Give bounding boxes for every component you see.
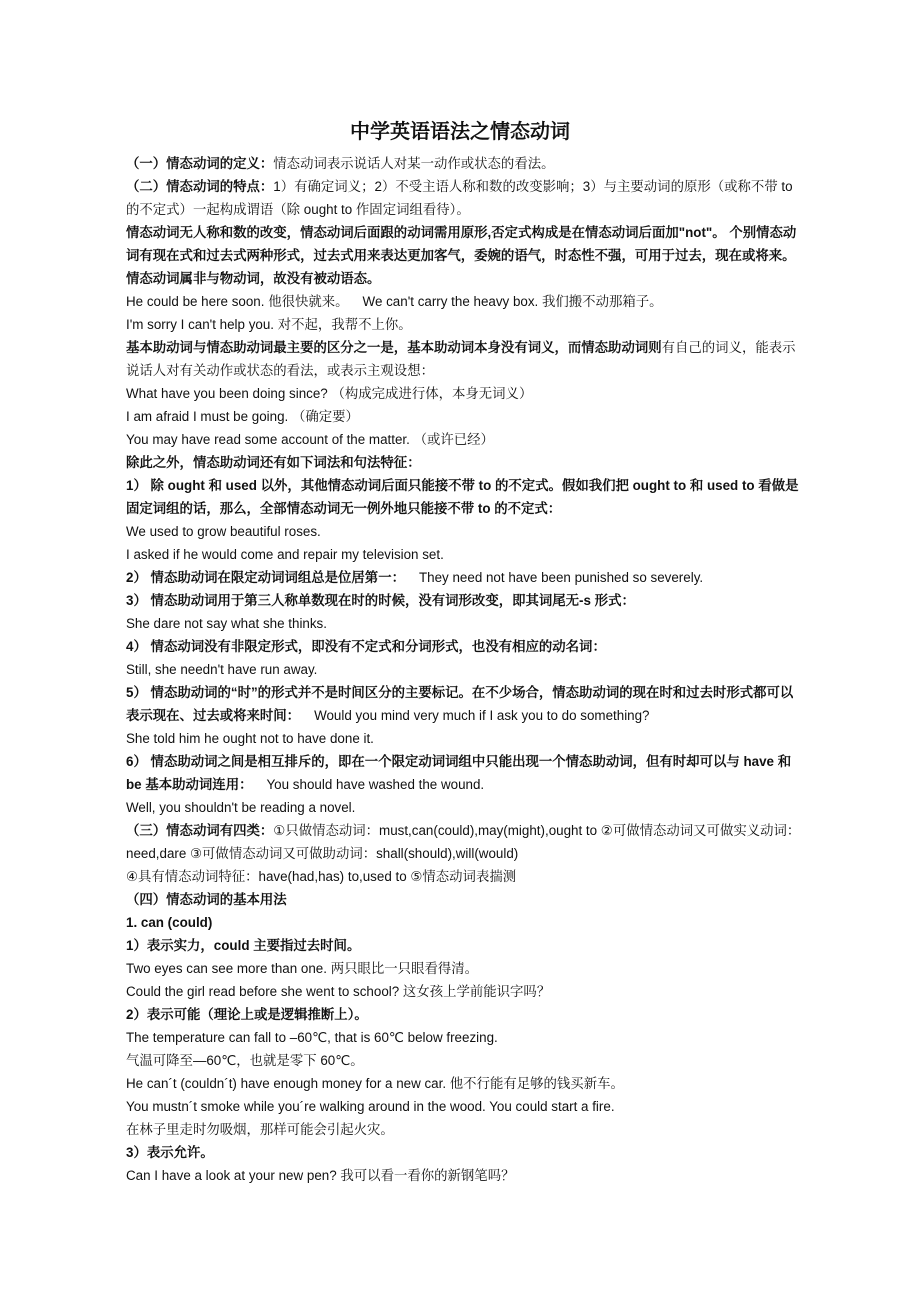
usage-heading: 2）表示可能（理论上或是逻辑推断上）。	[126, 1007, 368, 1022]
example-line: Still, she needn't have run away.	[126, 662, 318, 677]
example-line: Well, you shouldn't be reading a novel.	[126, 800, 356, 815]
example-line: He could be here soon. 他很快就来。 We can't carry the heavy box. 我们搬不动那箱子。	[126, 294, 663, 309]
categories-line: ④具有情态动词特征：have(had,has) to,used to ⑤情态动词表揣测	[126, 869, 517, 884]
example-line: I asked if he would come and repair my television set.	[126, 547, 444, 562]
example-line: We used to grow beautiful roses.	[126, 524, 321, 539]
example-line: The temperature can fall to –60℃, that is 60℃ below freezing.	[126, 1030, 498, 1045]
example-line: Two eyes can see more than one. 两只眼比一只眼看得清。	[126, 961, 479, 976]
section-heading: （一）情态动词的定义：	[126, 156, 274, 171]
example-line: 在林子里走时勿吸烟，那样可能会引起火灾。	[126, 1122, 394, 1137]
example-line: What have you been doing since? （构成完成进行体，本身无词义）	[126, 386, 533, 401]
feature-4: 4） 情态动词没有非限定形式，即没有不定式和分词形式，也没有相应的动名词：	[126, 639, 606, 654]
section-heading: （二）情态动词的特点：	[126, 179, 274, 194]
example-line: Could the girl read before she went to school? 这女孩上学前能识字吗？	[126, 984, 551, 999]
section-heading: （四）情态动词的基本用法	[126, 892, 287, 907]
example-line: I am afraid I must be going. （确定要）	[126, 409, 359, 424]
feature-1: 1） 除 ought 和 used 以外，其他情态动词后面只能接不带 to 的不定式。假如我们把 ought to 和 used to 看做是固定词组的话，那么，全部情态动词无一例外地只能接不带 to 的不定式：	[126, 478, 799, 516]
section-categories: （三）情态动词有四类：①只做情态动词：must,can(could),may(might),ought to ②可做情态动词又可做实义动词：need,dare ③可做情态动词又可做助动词：shall(should),will(would)	[126, 823, 801, 861]
subsection-heading: 1. can (could)	[126, 915, 213, 930]
usage-heading: 1）表示实力，could 主要指过去时间。	[126, 938, 361, 953]
difference-paragraph: 基本助动词与情态助动词最主要的区分之一是，基本助动词本身没有词义，而情态助动词则有自己的词义，能表示说话人对有关动作或状态的看法，或表示主观设想：	[126, 340, 796, 378]
features-intro: 除此之外，情态助动词还有如下词法和句法特征：	[126, 455, 421, 470]
example-line: Can I have a look at your new pen? 我可以看一看你的新钢笔吗？	[126, 1168, 515, 1183]
section-heading: （三）情态动词有四类：	[126, 823, 274, 838]
example-line: I'm sorry I can't help you. 对不起，我帮不上你。	[126, 317, 412, 332]
feature-5: 5） 情态助动词的“时”的形式并不是时间区分的主要标记。在不少场合，情态助动词的现在时和过去时形式都可以表示现在、过去或将来时间： Would you mind very much if I ask you to do something?	[126, 685, 794, 723]
section-text: 情态动词表示说话人对某一动作或状态的看法。	[273, 156, 555, 171]
feature-3: 3） 情态助动词用于第三人称单数现在时的时候，没有词形改变，即其词尾无-s 形式：	[126, 593, 635, 608]
example-line: She told him he ought not to have done it.	[126, 731, 374, 746]
usage-heading: 3）表示允许。	[126, 1145, 214, 1160]
feature-6: 6） 情态助动词之间是相互排斥的，即在一个限定动词词组中只能出现一个情态助动词，但有时却可以与 have 和 be 基本助动词连用： You should have washed the wound.	[126, 754, 792, 792]
section-definition	[126, 152, 802, 175]
document-body	[126, 152, 802, 1187]
feature-2: 2） 情态助动词在限定动词词组总是位居第一： They need not have been punished so severely.	[126, 570, 704, 585]
example-line: He can´t (couldn´t) have enough money for a new car. 他不行能有足够的钱买新车。	[126, 1076, 624, 1091]
example-line: 气温可降至—60℃，也就是零下 60℃。	[126, 1053, 364, 1068]
example-line: You mustn´t smoke while you´re walking around in the wood. You could start a fire.	[126, 1099, 615, 1114]
section-features	[126, 175, 802, 221]
page-title: 中学英语语法之情态动词	[350, 121, 570, 143]
example-line: You may have read some account of the matter. （或许已经）	[126, 432, 494, 447]
intro-paragraph: 情态动词无人称和数的改变，情态动词后面跟的动词需用原形,否定式构成是在情态动词后面加"not"。 个别情态动词有现在式和过去式两种形式，过去式用来表达更加客气，委婉的语气，时态性不强，可用于过去，现在或将来。情态动词属非与物动词，故没有被动语态。	[126, 225, 797, 286]
section-text: 1）有确定词义；2）不受主语人称和数的改变影响；3）与主要动词的原形（或称不带 to 的不定式）一起构成谓语（除 ought to 作固定词组看待）。	[126, 179, 793, 217]
example-line: She dare not say what she thinks.	[126, 616, 327, 631]
